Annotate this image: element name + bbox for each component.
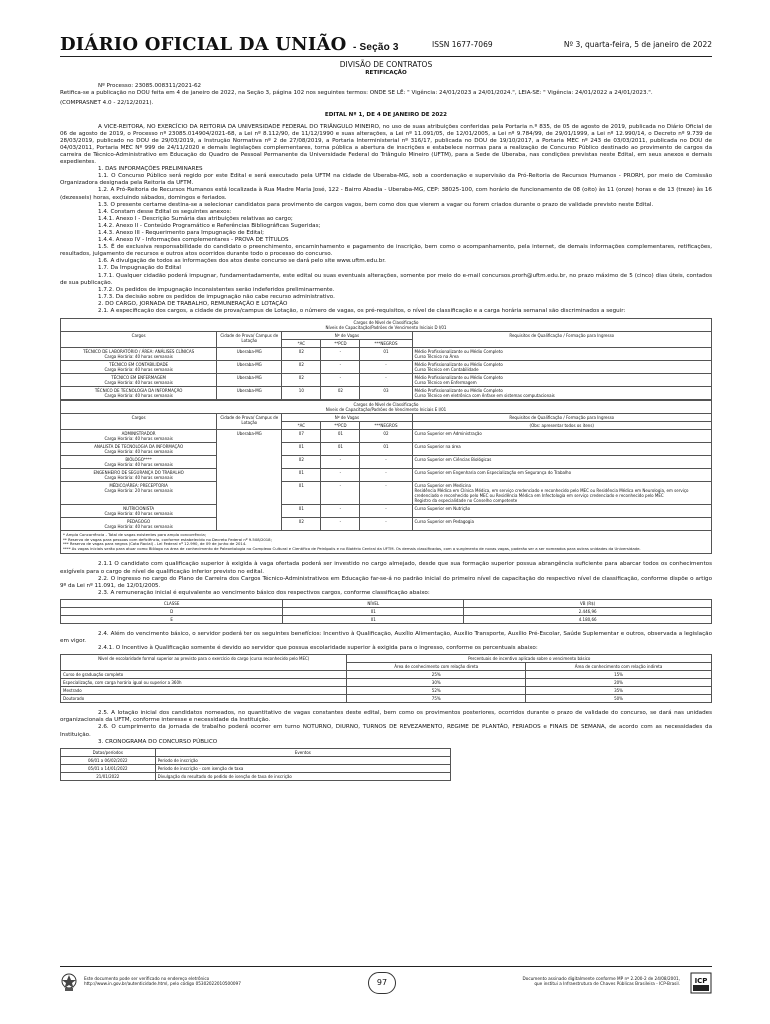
table-cell: 21/01/2022 — [61, 772, 156, 780]
pcd-cell: - — [321, 348, 360, 361]
column-header: NÍVEL — [283, 599, 464, 607]
requisitos-cell — [412, 348, 712, 361]
table-cell: Especialização, com carga horária igual ou superior a 360h — [61, 679, 347, 687]
ac-cell: 01 — [282, 482, 321, 505]
pcd-cell: 02 — [321, 387, 360, 400]
requisitos-cell — [412, 469, 712, 482]
carga-horaria: Carga Horária: 40 horas semanais — [104, 475, 173, 481]
table-row — [61, 469, 712, 482]
negros-cell: - — [360, 361, 412, 374]
pcd-cell: - — [321, 482, 360, 505]
paragraph: 3. CRONOGRAMA DO CONCURSO PÚBLICO — [98, 738, 218, 745]
table-cell: 15% — [526, 671, 712, 679]
issn: ISSN 1677-7069 — [432, 40, 493, 49]
table-cell: Período de inscrição — [155, 756, 451, 764]
cargos-table-d — [60, 318, 712, 400]
table-note: * Ampla Concorrência - Total de vagas existentes para ampla concorrência; — [63, 532, 207, 538]
negros-cell: - — [360, 482, 412, 505]
cargo-cell — [61, 469, 217, 482]
col-requisitos-obs: (Obs: apresentar todos os itens) — [412, 422, 712, 430]
verification-text — [84, 976, 344, 986]
table-d-title: Cargos de Nível de Classificação Níveis de Capacitação/Padrões de Vencimento Iniciais D I/01 — [61, 319, 712, 332]
edital-item: 1.4.1. Anexo I - Descrição Sumária das atribuições relativas ao cargo; — [98, 215, 293, 222]
requisito-extra: Registro da especialidade no Conselho competente — [414, 498, 518, 504]
requisitos-cell — [412, 456, 712, 469]
edital-item: 1.1. O Concurso Público será regido por este Edital e será executado pela UFTM na cidade de Uberaba-MG, sob a coordenação e supervisão da Pró-Reitoria de Recursos Humanos - PRORH, por meio de Comissão Organizadora designada pela Reitoria da UFTM. — [60, 173, 712, 187]
pcd-cell: 01 — [321, 443, 360, 456]
requisito-2: Curso Técnico em Enfermagem — [414, 380, 477, 386]
paragraph: 2.4.1. O Incentivo à Qualificação somente é devido ao servidor que possua escolaridade superior à exigida para o ingresso, conforme os percentuais abaixo: — [98, 645, 538, 652]
footer-rule — [60, 966, 712, 967]
cargo-name: PEDAGOGO — [127, 519, 151, 525]
document-body — [60, 60, 712, 781]
col-direta: Área de conhecimento com relação direta — [347, 663, 526, 671]
edital-item: 1.4. Constam desse Edital os seguintes anexos: — [98, 208, 232, 215]
signature-text — [440, 976, 680, 986]
table-cell: E — [61, 615, 283, 623]
requisito: Curso Superior na área — [414, 444, 461, 450]
table-note: *** Reserva de vagas para negros (Cota Racial) - Lei Federal nº 12.990, de 09 de junho de 2014. — [63, 541, 247, 547]
ac-cell: 01 — [282, 469, 321, 482]
negros-cell: - — [360, 469, 412, 482]
table-cell: 06/01 a 06/02/2022 — [61, 756, 156, 764]
pcd-cell: 01 — [321, 430, 360, 443]
column-header: Datas/períodos — [61, 748, 156, 756]
requisitos-cell — [412, 482, 712, 505]
signature-line-1: Documento assinado digitalmente conforme MP nº 2.200-2 de 24/08/2001, — [522, 976, 680, 981]
cidade-cell: Uberaba-MG — [217, 374, 282, 387]
cargos-table-e — [60, 400, 712, 531]
table-cell: 35% — [526, 687, 712, 695]
cargo-name: TÉCNICO DE TECNOLOGIA DA INFORMAÇÃO — [94, 388, 183, 394]
table-row — [61, 505, 712, 518]
table-row — [61, 518, 712, 531]
col-ac: *AC — [282, 340, 321, 348]
table-cell: Divulgação do resultado do pedido de isenção de taxa de inscrição — [155, 772, 451, 780]
footer — [60, 972, 712, 996]
col-cidade: Cidade de Prova/ Campus de Lotação — [217, 414, 282, 430]
table-notes — [60, 531, 712, 554]
svg-text:ICP: ICP — [694, 977, 708, 985]
col-percentuais: Percentuais de incentivo aplicado sobre o vencimento básico — [347, 655, 712, 663]
ac-cell: 02 — [282, 456, 321, 469]
edital-item: 1.6. A divulgação de todos as informações dos atos deste concurso se dará pelo site www.uftm.edu.br. — [98, 258, 386, 265]
negros-cell: - — [360, 505, 412, 518]
table-cell: 50% — [526, 695, 712, 703]
table-cell: Curso de graduação completo — [61, 671, 347, 679]
edital-item: 1.7.3. Da decisão sobre os pedidos de impugnação não cabe recurso administrativo. — [98, 293, 335, 300]
carga-horaria: Carga Horária: 40 horas semanais — [104, 462, 173, 468]
table-cell: Doutorado — [61, 695, 347, 703]
col-vagas: Nº de Vagas — [282, 332, 412, 340]
cargo-name: TÉCNICO DE LABORATÓRIO / ÁREA: ANÁLISES CLÍNICAS — [83, 349, 195, 355]
cidade-cell: Uberaba-MG — [217, 361, 282, 374]
requisito-1: Médio Profissionalizante ou Médio Completo — [414, 375, 503, 381]
requisitos-cell — [412, 443, 712, 456]
column-header: Eventos — [155, 748, 451, 756]
pcd-cell: - — [321, 518, 360, 531]
table-row — [61, 695, 712, 703]
requisito-2: Curso Técnico em Contabilidade — [414, 367, 479, 373]
cargo-name: TÉCNICO EM ENFERMAGEM — [111, 375, 166, 381]
cargo-cell — [61, 430, 217, 443]
vencimento-table — [60, 599, 712, 624]
cargo-cell — [61, 374, 217, 387]
requisito: Curso Superior em Medicina — [414, 483, 471, 489]
edital-item: 1.7.1. Qualquer cidadão poderá impugnar, fundamentadamente, este edital ou suas eventuais alterações, somente por meio do e-mail concursos.prorh@uftm.edu.br, no prazo máximo de 5 (cinco) dias úteis, contados de sua publicação. — [60, 272, 712, 286]
table-row — [61, 361, 712, 374]
negros-cell: 01 — [360, 348, 412, 361]
table-cell: Período de inscrição - com isenção de taxa — [155, 764, 451, 772]
carga-horaria: Carga Horária: 40 horas semanais — [104, 449, 173, 455]
paragraph: 2.6. O cumprimento da jornada de trabalho poderá ocorrer em turno NOTURNO, DIURNO, TURNOS DE REVEZAMENTO, REGIME DE PLANTÃO, FERIADOS e FINAIS DE SEMANA, de acordo com as necessidades da Instituição. — [60, 724, 712, 738]
carga-horaria: Carga Horária: 20 horas semanais — [104, 488, 173, 494]
table-row — [61, 456, 712, 469]
table-row — [61, 607, 712, 615]
pcd-cell: - — [321, 505, 360, 518]
carga-horaria: Carga Horária: 40 horas semanais — [104, 524, 173, 530]
ac-cell: 01 — [282, 443, 321, 456]
ac-cell: 01 — [282, 505, 321, 518]
col-requisitos: Requisitos de Qualificação / Formação para Ingresso — [412, 414, 712, 422]
negros-cell: - — [360, 456, 412, 469]
col-ac: *AC — [282, 422, 321, 430]
section-label: - Seção 3 — [352, 42, 399, 53]
cargo-name: ENGENHEIRO DE SEGURANÇA DO TRABALHO — [93, 470, 184, 476]
retificacao-title: RETIFICAÇÃO — [365, 70, 407, 77]
cargo-cell — [61, 456, 217, 469]
carga-horaria: Carga Horária: 40 horas semanais — [104, 380, 173, 386]
table-row — [61, 387, 712, 400]
signature-line-2: que institui a Infraestrutura de Chaves Públicas Brasileira - ICP-Brasil. — [534, 981, 680, 987]
header-rule — [60, 56, 712, 57]
requisitos-cell — [412, 361, 712, 374]
ac-cell: 02 — [282, 518, 321, 531]
edital-item: 1. DAS INFORMAÇÕES PRELIMINARES — [98, 166, 203, 173]
verification-line-1: Este documento pode ser verificado no endereço eletrônico — [84, 976, 210, 981]
carga-horaria: Carga Horária: 40 horas semanais — [104, 354, 173, 360]
table-cell: 30% — [347, 679, 526, 687]
cargo-name: NUTRICIONISTA — [123, 506, 155, 512]
paragraph: 2.5. A lotação inicial dos candidatos nomeados, no quantitativo de vagas constantes deste edital, bem como os provimentos posteriores, ocorridos durante o prazo de validade do concurso, se dará nas unidades organizacionais da UFTM, conforme interesse e necessidade da Instituição. — [60, 710, 712, 724]
beneficios-paragraphs — [60, 631, 712, 652]
table-row — [61, 482, 712, 505]
pcd-cell: - — [321, 361, 360, 374]
lotacao-paragraphs — [60, 710, 712, 745]
requisito: Curso Superior em Nutrição — [414, 506, 471, 512]
table-row — [61, 679, 712, 687]
requisito: Curso Superior em Ciências Biológicas — [414, 457, 492, 463]
table-e-title: Cargos de Nível de Classificação Níveis de Capacitação/Padrões de Vencimento Iniciais E I/01 — [61, 401, 712, 414]
negros-cell: - — [360, 518, 412, 531]
table-cell: D — [61, 607, 283, 615]
coat-of-arms-icon — [60, 972, 78, 992]
cargo-cell — [61, 387, 217, 400]
negros-cell: 02 — [360, 430, 412, 443]
edital-item: 1.3. O presente certame destina-se a selecionar candidatos para provimento de cargos vagos, bem como dos que vierem a vagar ou forem criados durante o prazo de validade previsto neste Edital. — [98, 201, 654, 208]
processo-number: Nº Processo: 23085.008311/2021-62 — [98, 83, 202, 90]
table-row — [61, 615, 712, 623]
table-row — [61, 671, 712, 679]
carga-horaria: Carga Horária: 40 horas semanais — [104, 393, 173, 399]
requisitos-cell — [412, 374, 712, 387]
edital-item: 1.7. Da Impugnação do Edital — [98, 265, 181, 272]
negros-cell: 03 — [360, 387, 412, 400]
requisito-1: Médio Profissionalizante ou Médio Completo — [414, 362, 503, 368]
cargo-cell — [61, 348, 217, 361]
pcd-cell: - — [321, 469, 360, 482]
edital-item: 1.4.4. Anexo IV - Informações complementares - PROVA DE TÍTULOS — [98, 237, 289, 244]
col-pcd: **PCD — [321, 422, 360, 430]
cronograma-table — [60, 748, 451, 781]
requisitos-cell — [412, 430, 712, 443]
cargo-name: MÉDICO/ÁREA: PRECEPTORIA — [109, 483, 168, 489]
requisitos-cell — [412, 505, 712, 518]
table-cell: 01 — [283, 615, 464, 623]
col-cidade: Cidade de Prova/ Campus de Lotação — [217, 332, 282, 348]
requisito: Curso Superior em Engenharia com Especialização em Segurança do Trabalho — [414, 470, 572, 476]
title-text: DIÁRIO OFICIAL DA UNIÃO — [60, 34, 347, 55]
issue-date: Nº 3, quarta-feira, 5 de janeiro de 2022 — [563, 40, 712, 49]
requisito-2: Curso Técnico em eletrônica com ênfase em sistemas computacionais — [414, 393, 555, 399]
col-negros: ***NEGROS — [360, 422, 412, 430]
column-header: VB (R$) — [464, 599, 712, 607]
edital-item: 1.4.3. Anexo III - Requerimento para Impugnação de Edital; — [98, 229, 265, 236]
table-row — [61, 348, 712, 361]
remuneration-paragraphs — [60, 561, 712, 596]
requisito: Curso Superior em Administração — [414, 431, 482, 437]
paragraph: 2.3. A remuneração inicial é equivalente ao vencimento básico dos respectivos cargos, conforme classificação abaixo: — [98, 589, 430, 596]
cargo-name: ANALISTA DE TECNOLOGIA DA INFORMAÇÃO — [94, 444, 184, 450]
cargo-cell — [61, 443, 217, 456]
verification-line-2[interactable]: http://www.in.gov.br/autenticidade.html, pelo código 05302022010500097 — [84, 981, 241, 987]
ac-cell: 10 — [282, 387, 321, 400]
edital-items — [60, 166, 712, 315]
cargo-name: ADMINISTRADOR — [121, 431, 156, 437]
icp-brasil-logo-icon — [690, 972, 712, 994]
cidade-cell: Uberaba-MG — [217, 348, 282, 361]
col-cargos: Cargos — [61, 414, 217, 430]
table-cell: 20% — [526, 679, 712, 687]
comprasnet-text: (COMPRASNET 4.0 - 22/12/2021). — [60, 100, 154, 107]
table-cell: 01 — [283, 607, 464, 615]
col-negros: ***NEGROS — [360, 340, 412, 348]
table-row — [61, 443, 712, 456]
col-indireta: Área de conhecimento com relação indireta — [526, 663, 712, 671]
table-cell: 52% — [347, 687, 526, 695]
col-requisitos: Requisitos de Qualificação / Formação para Ingresso — [412, 332, 712, 348]
carga-horaria: Carga Horária: 40 horas semanais — [104, 436, 173, 442]
edital-intro: A VICE-REITORA, NO EXERCÍCIO DA REITORIA DA UNIVERSIDADE FEDERAL DO TRIÂNGULO MINEIRO, no uso de suas atribuições conferidas pela Portaria n.º 835, de 05 de agosto de 2019, publicada no Diário Oficial de 06 de agosto de 2019, o Processo nº 23085.014904/2021-68, a Lei nº 8.112/90, de 11/12/1990 e suas alterações, a Lei nº 11.091/05, de 12/01/2005, a Lei nº 9.784/99, de 29/01/1999, a Lei nº 12.990/14, o Decreto nº 9.739 de 28/03/2019, publicado no DOU de 29/03/2019, a Instrução Normativa nº 2 de 27/08/2019, a Portaria Interministerial nº 316/17, publicada no DOU de 19/10/2017, a Portaria MEC nº 243 de 03/03/2011, publicada no DOU de 04/03/2011, Portaria MEC Nº 999 de 24/11/2020 e demais legislações complementares, torna pública a abertura de inscrições e estabelece normas para a realização de Concurso Público destinado ao provimento de cargos da carreira de Técnico-Administrativo em Educação do Quadro de Pessoal Permanente da Universidade Federal do Triângulo Mineiro (UFTM), para a Sede de Uberaba, nas condições previstas neste Edital, em seus anexos e demais expedientes. — [60, 123, 712, 166]
paragraph: 2.4. Além do vencimento básico, o servidor poderá ter os seguintes benefícios: Incentivo à Qualificação, Auxílio Alimentação, Auxílio Transporte, Auxílio Pré-Escolar, Saúde Suplementar e outros, observada a legislação em vigor. — [60, 630, 712, 645]
carga-horaria: Carga Horária: 40 horas semanais — [104, 511, 173, 517]
paragraph: 2.1.1 O candidato com qualificação superior à exigida à vaga ofertada poderá ser investido no cargo almejado, desde que sua formação superior possua abrangência suficiente para abarcar todos os conhecimentos exigíveis para o cargo de nível de qualificação inferior previsto no edital. — [60, 561, 712, 575]
edital-item: 1.7.2. Os pedidos de impugnação inconsistentes serão indeferidos preliminarmente. — [98, 286, 335, 293]
ac-cell: 02 — [282, 348, 321, 361]
table-note: **** As vagas iniciais serão para atuar como Biólogo na área de conhecimento de Paleontologia no Complexo Cultural e Científico de Peirópolis e no Biotério Central da UFTM. Os demais classificados, com o surgimento de novas vagas, poderão ser a ser nomeados para outras unidades da Universidade. — [63, 545, 641, 551]
cidade-cell: Uberaba-MG — [217, 387, 282, 400]
table-cell: 75% — [347, 695, 526, 703]
table-cell: 4.180,66 — [464, 615, 712, 623]
negros-cell: 01 — [360, 443, 412, 456]
table-row — [61, 772, 451, 780]
edital-item: 2. DO CARGO, JORNADA DE TRABALHO, REMUNERAÇÃO E LOTAÇÃO — [98, 300, 288, 307]
table-row — [61, 374, 712, 387]
incentivo-table — [60, 654, 712, 703]
pcd-cell: - — [321, 456, 360, 469]
cargo-name: TÉCNICO EM CONTABILIDADE — [109, 362, 169, 368]
edital-item: 1.4.2. Anexo II - Conteúdo Programático e Referências Bibliográficas Sugeridas; — [98, 222, 321, 229]
edital-item: 2.1. A especificação dos cargos, a cidade de prova/campus de Lotação, o número de vagas, os pré-requisitos, o nível de classificação e a carga horária semanal são discriminados a seguir: — [98, 308, 626, 314]
ac-cell: 02 — [282, 374, 321, 387]
cargo-name: BIÓLOGO**** — [125, 457, 152, 463]
edital-item: 1.5. É de exclusiva responsabilidade do candidato o preenchimento, encaminhamento e pagamento de inscrição, bem como o acompanhamento, pela internet, de demais informações complementares, retificações, resultados, julgamento de recursos e outros atos ocorridos durante todo o processo do concurso. — [60, 244, 712, 258]
masthead — [60, 34, 712, 54]
requisito: Curso Superior em Pedagogia — [414, 519, 474, 525]
col-vagas: Nº de Vagas — [282, 414, 412, 422]
table-cell: 05/01 a 14/01/2022 — [61, 764, 156, 772]
carga-horaria: Carga Horária: 40 horas semanais — [104, 367, 173, 373]
cidade-cell: Uberaba-MG — [217, 430, 282, 531]
table-cell: 2.446,96 — [464, 607, 712, 615]
requisito-extra: Residência Médica em Clínica Médica, em serviço credenciado e reconhecido pelo MEC ou Residência Médica em Neurologia, em serviço credenciado e reconhecido pelo MEC ou Residência Médica em Infectologia em serviço credenciado e reconhecido pelo MEC — [414, 488, 689, 499]
requisito-2: Curso Técnico na Área — [414, 354, 459, 360]
column-header: CLASSE — [61, 599, 283, 607]
table-cell: Mestrado — [61, 687, 347, 695]
table-row — [61, 430, 712, 443]
edital-title: EDITAL Nº 1, DE 4 DE JANEIRO DE 2022 — [324, 112, 448, 119]
ac-cell: 07 — [282, 430, 321, 443]
table-row — [61, 764, 451, 772]
cargo-cell — [61, 518, 217, 531]
col-pcd: **PCD — [321, 340, 360, 348]
cargo-cell — [61, 361, 217, 374]
publication-title — [60, 34, 399, 55]
table-cell: 25% — [347, 671, 526, 679]
pcd-cell: - — [321, 374, 360, 387]
page-number: 97 — [368, 972, 396, 994]
division-title: DIVISÃO DE CONTRATOS — [339, 60, 433, 69]
ac-cell: 02 — [282, 361, 321, 374]
negros-cell: - — [360, 374, 412, 387]
requisitos-cell — [412, 387, 712, 400]
table-row — [61, 687, 712, 695]
table-row — [61, 756, 451, 764]
table-note: ** Reserva de vagas para pessoas com deficiência, conforme estabelecido no Decreto Federal nº 9.508/2018; — [63, 536, 272, 542]
col-cargos: Cargos — [61, 332, 217, 348]
paragraph: 2.2. O ingresso no cargo do Plano de Carreira dos Cargos Técnico-Administrativos em Educação far-se-á no padrão inicial do primeiro nível de capacitação do respectivo nível de classificação, conforme dispõe o artigo 9º da Lei nº 11.091, de 12/01/2005. — [60, 575, 712, 589]
cargo-cell — [61, 482, 217, 505]
requisito-1: Médio Profissionalizante ou Médio Completo — [414, 388, 503, 394]
requisitos-cell — [412, 518, 712, 531]
retificacao-text: Retifica-se a publicação no DOU feita em 4 de janeiro de 2022, na Seção 3, página 102 nos seguintes termos: ONDE SE LÊ: " Vigência: 24/01/2023 a 24/01/2024.", LEIA-SE: " Vigência: 24/01/2022 a 24/01/2023.". — [60, 90, 653, 97]
edital-item: 1.2. A Pró-Reitoria de Recursos Humanos está localizada à Rua Madre Maria José, 122 - Bairro Abadia - Uberaba-MG, CEP: 38025-100, com horário de funcionamento de 08 (oito) às 11 (onze) horas e de 13 (treze) às 16 (dezesseis) horas, excluindo sábados, domingos e feriados. — [60, 187, 712, 201]
requisito-1: Médio Profissionalizante ou Médio Completo — [414, 349, 503, 355]
col-escolaridade: Nível de escolaridade formal superior ao previsto para o exercício do cargo (curso reconhecido pelo MEC) — [61, 655, 347, 671]
cargo-cell — [61, 505, 217, 518]
